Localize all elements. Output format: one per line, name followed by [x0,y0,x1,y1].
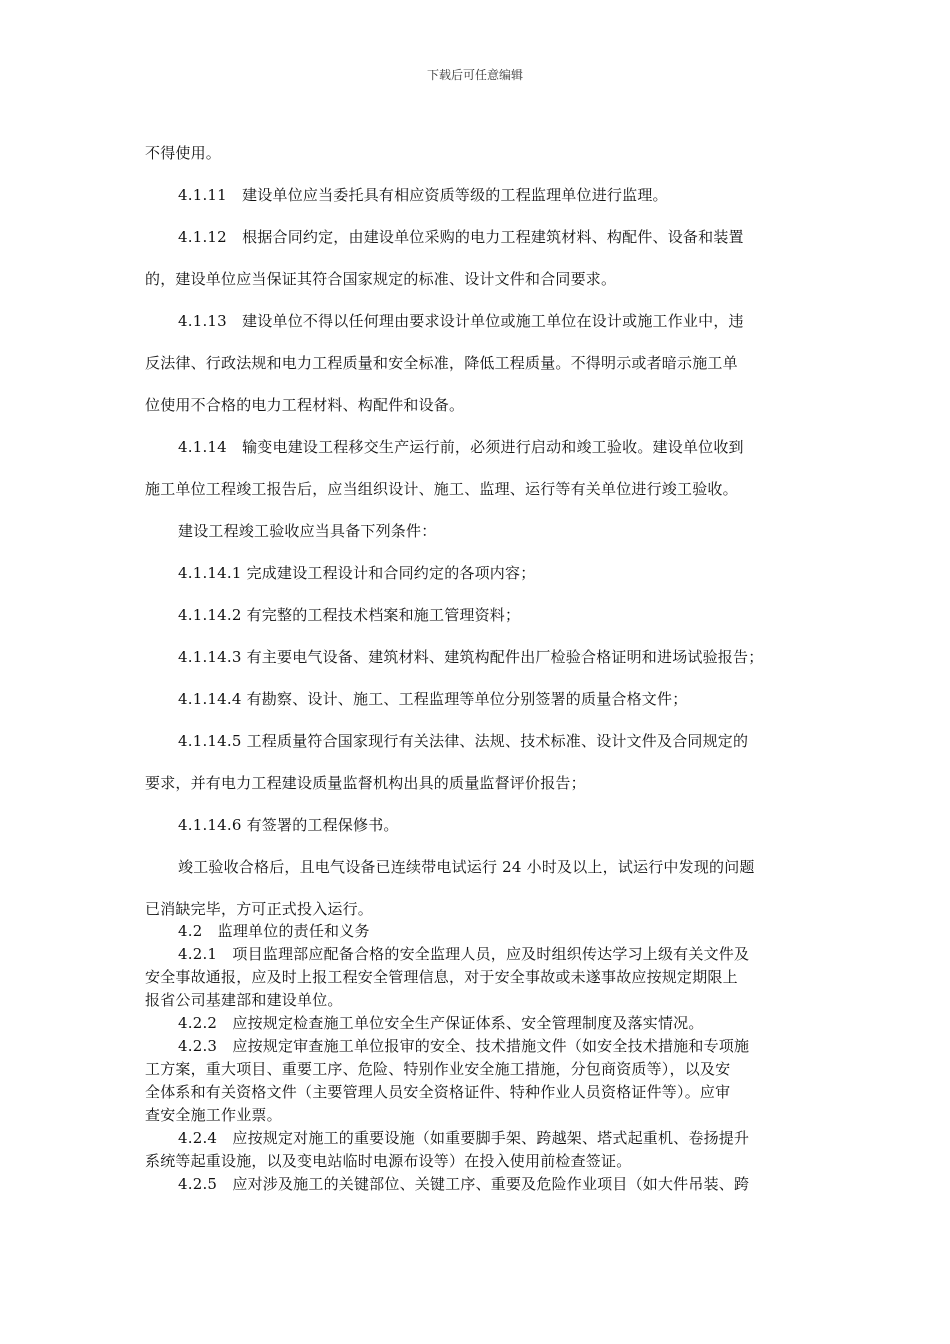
paragraph-line: 已消缺完毕，方可正式投入运行。 [145,900,374,918]
conditions-intro: 建设工程竣工验收应当具备下列条件： [178,522,437,540]
clause-4-1-14-4: 4.1.14.4 有勘察、设计、施工、工程监理等单位分别签署的质量合格文件； [178,690,688,708]
clause-4-1-11: 4.1.11 建设单位应当委托具有相应资质等级的工程监理单位进行监理。 [178,186,668,204]
clause-4-1-14-6: 4.1.14.6 有签署的工程保修书。 [178,816,399,834]
clause-4-1-14: 4.1.14 输变电建设工程移交生产运行前，必须进行启动和竣工验收。建设单位收到 [178,438,744,456]
paragraph-line: 全体系和有关资格文件（主要管理人员安全资格证件、特种作业人员资格证件等）。应审 [145,1083,731,1101]
paragraph-line: 查安全施工作业票。 [145,1106,282,1124]
acceptance-paragraph: 竣工验收合格后，且电气设备已连续带电试运行 24 小时及以上，试运行中发现的问题 [178,858,755,876]
section-4-2-heading: 4.2 监理单位的责任和义务 [178,922,370,940]
paragraph-line: 施工单位工程竣工报告后，应当组织设计、施工、监理、运行等有关单位进行竣工验收。 [145,480,738,498]
paragraph-line: 工方案，重大项目、重要工序、危险、特别作业安全施工措施，分包商资质等），以及安 [145,1060,731,1078]
paragraph-line: 安全事故通报，应及时上报工程安全管理信息，对于安全事故或未遂事故应按规定期限上 [145,968,738,986]
clause-4-1-13: 4.1.13 建设单位不得以任何理由要求设计单位或施工单位在设计或施工作业中，违 [178,312,744,330]
clause-4-1-14-3: 4.1.14.3 有主要电气设备、建筑材料、建筑构配件出厂检验合格证明和进场试验报告； [178,648,764,666]
paragraph-line: 的，建设单位应当保证其符合国家规定的标准、设计文件和合同要求。 [145,270,617,288]
page-header: 下载后可任意编辑 [426,68,523,82]
clause-4-2-2: 4.2.2 应按规定检查施工单位安全生产保证体系、安全管理制度及落实情况。 [178,1014,704,1032]
paragraph-line: 不得使用。 [145,144,222,162]
clause-4-1-14-1: 4.1.14.1 完成建设工程设计和合同约定的各项内容； [178,564,536,582]
clause-4-1-14-5: 4.1.14.5 工程质量符合国家现行有关法律、法规、技术标准、设计文件及合同规定的 [178,732,749,750]
paragraph-line: 要求，并有电力工程建设质量监督机构出具的质量监督评价报告； [145,774,586,792]
clause-4-2-3: 4.2.3 应按规定审查施工单位报审的安全、技术措施文件（如安全技术措施和专项施 [178,1037,750,1055]
clause-4-2-4: 4.2.4 应按规定对施工的重要设施（如重要脚手架、跨越架、塔式起重机、卷扬提升 [178,1129,750,1147]
paragraph-line: 报省公司基建部和建设单位。 [145,991,343,1009]
clause-4-1-12: 4.1.12 根据合同约定，由建设单位采购的电力工程建筑材料、构配件、设备和装置 [178,228,744,246]
clause-4-2-1: 4.2.1 项目监理部应配备合格的安全监理人员，应及时组织传达学习上级有关文件及 [178,945,750,963]
clause-4-2-5: 4.2.5 应对涉及施工的关键部位、关键工序、重要及危险作业项目（如大件吊装、跨 [178,1175,750,1193]
paragraph-line: 系统等起重设施，以及变电站临时电源布设等）在投入使用前检查签证。 [145,1152,632,1170]
clause-4-1-14-2: 4.1.14.2 有完整的工程技术档案和施工管理资料； [178,606,521,624]
paragraph-line: 位使用不合格的电力工程材料、构配件和设备。 [145,396,465,414]
paragraph-line: 反法律、行政法规和电力工程质量和安全标准，降低工程质量。不得明示或者暗示施工单 [145,354,738,372]
